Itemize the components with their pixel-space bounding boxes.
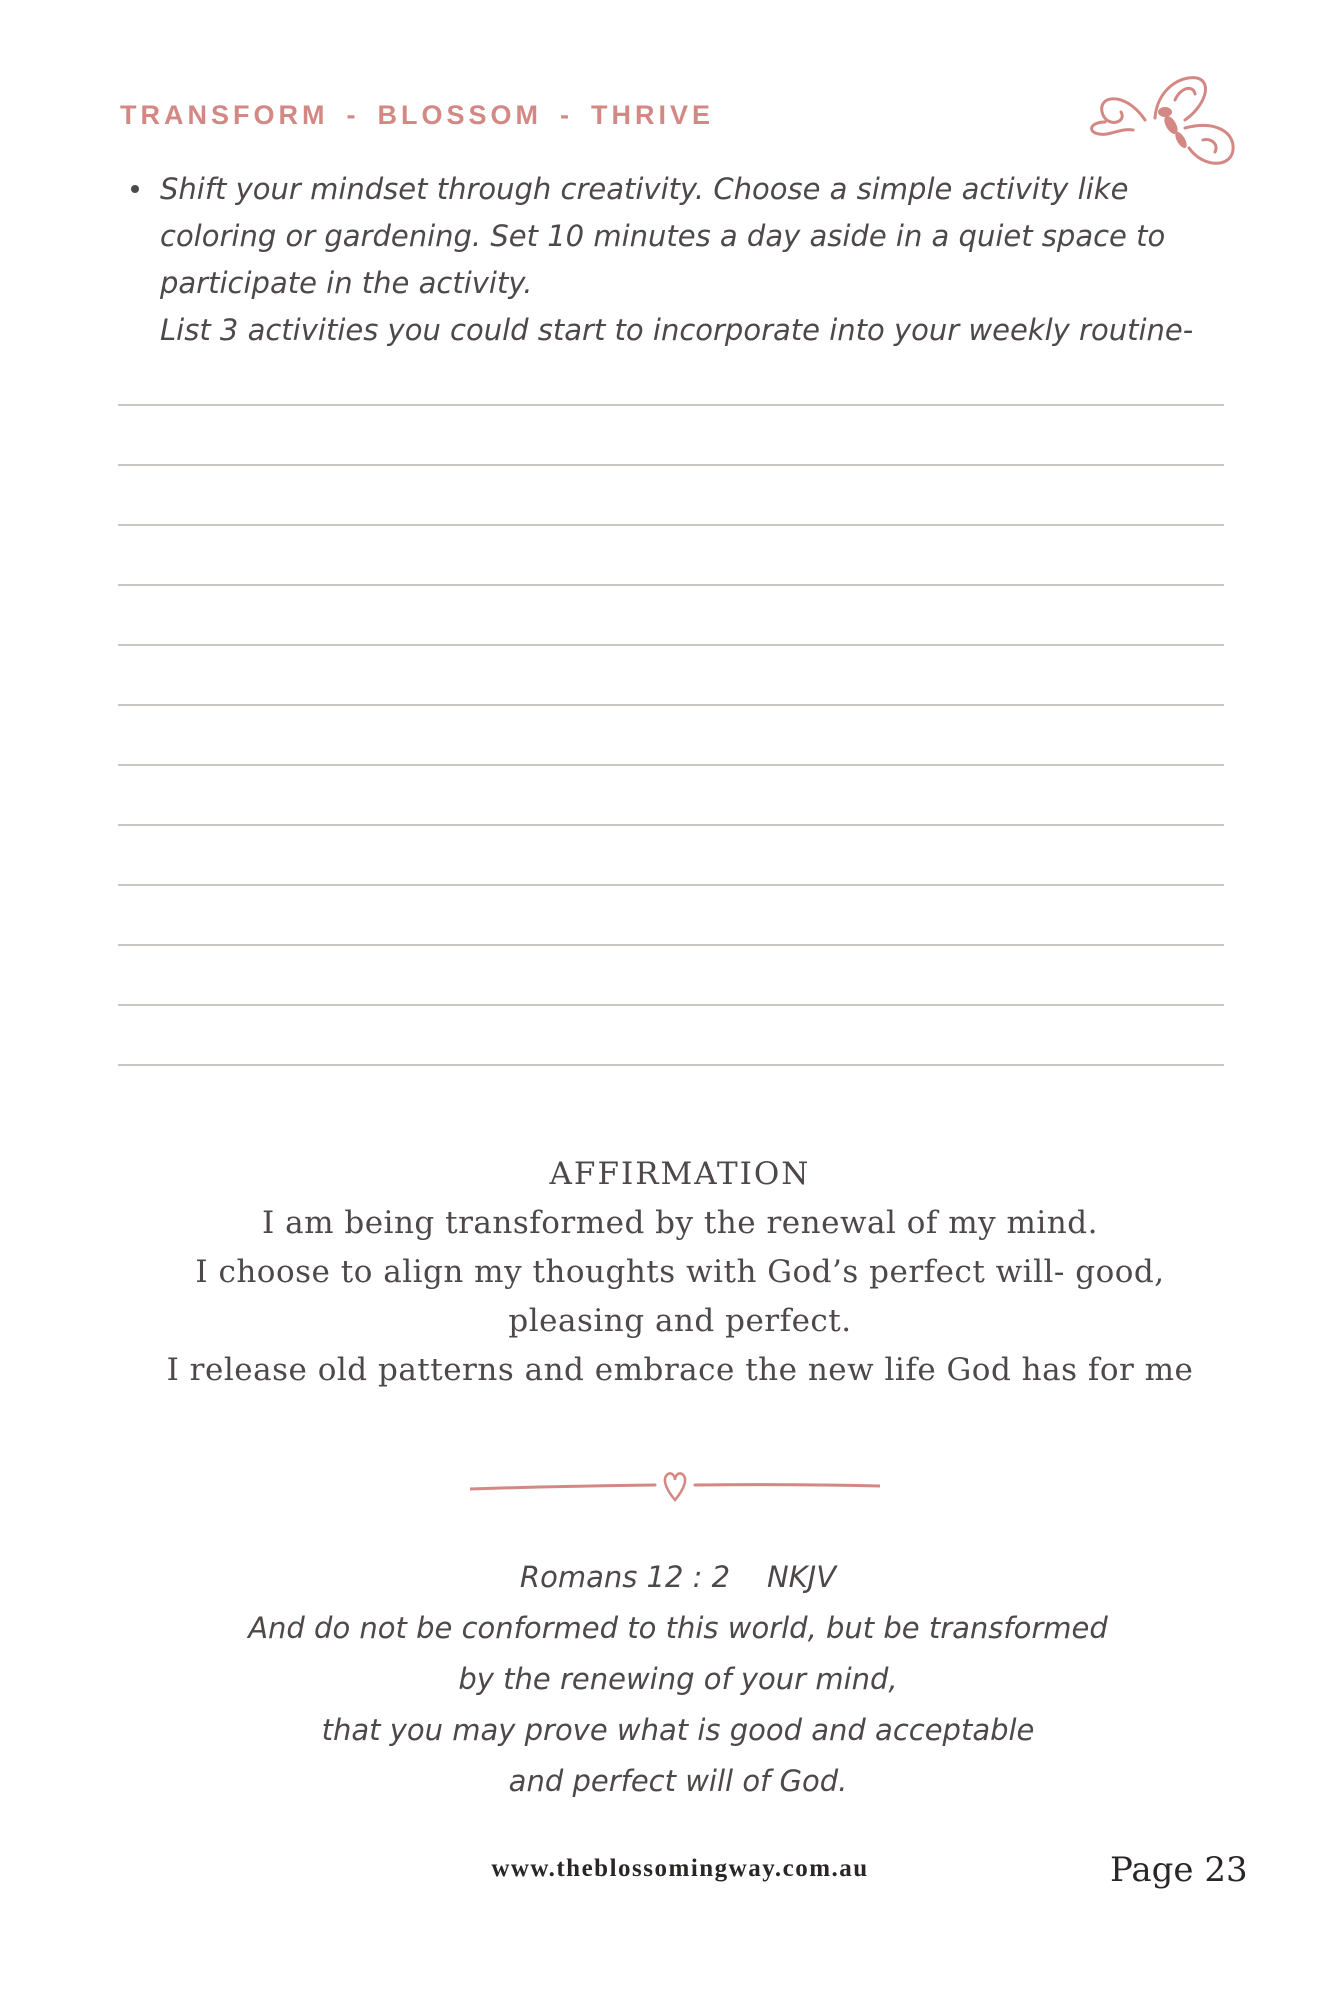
divider-line-right xyxy=(695,1485,880,1486)
prompt-line: Shift your mindset through creativity. Choose a simple activity like xyxy=(160,172,1129,206)
prompt-line: coloring or gardening. Set 10 minutes a day aside in a quiet space to xyxy=(160,219,1166,253)
writing-line[interactable] xyxy=(118,764,1224,766)
tagline-transform: TRANSFORM xyxy=(120,100,329,130)
writing-line[interactable] xyxy=(118,404,1224,406)
tagline-blossom: BLOSSOM xyxy=(377,100,542,130)
journal-prompt xyxy=(160,166,1240,354)
heart-divider xyxy=(470,1460,880,1510)
prompt-line: participate in the activity. xyxy=(160,266,533,300)
affirmation-section xyxy=(100,1150,1260,1395)
prompt-question: List 3 activities you could start to incorporate into your weekly routine- xyxy=(160,313,1194,347)
tagline-thrive: THRIVE xyxy=(591,100,715,130)
heart-icon xyxy=(665,1473,685,1500)
writing-line[interactable] xyxy=(118,524,1224,526)
writing-line[interactable] xyxy=(118,824,1224,826)
writing-line[interactable] xyxy=(118,584,1224,586)
tagline-separator: - xyxy=(560,100,573,130)
writing-line[interactable] xyxy=(118,1064,1224,1066)
affirmation-title: AFFIRMATION xyxy=(549,1156,811,1192)
scripture-section xyxy=(120,1552,1236,1807)
bullet-marker xyxy=(131,185,139,193)
writing-line[interactable] xyxy=(118,644,1224,646)
scripture-reference: Romans 12 : 2 NKJV xyxy=(519,1560,837,1594)
butterfly-icon xyxy=(1085,70,1240,175)
page-number: Page 23 xyxy=(1110,1850,1248,1890)
writing-line[interactable] xyxy=(118,1004,1224,1006)
header-tagline xyxy=(120,100,714,131)
writing-line[interactable] xyxy=(118,704,1224,706)
scripture-line: by the renewing of your mind, xyxy=(458,1662,898,1696)
writing-lines[interactable] xyxy=(118,404,1224,1124)
website-url[interactable]: www.theblossomingway.com.au xyxy=(491,1855,869,1882)
affirmation-line: I am being transformed by the renewal of my mind. xyxy=(262,1205,1098,1241)
writing-line[interactable] xyxy=(118,944,1224,946)
tagline-separator: - xyxy=(346,100,360,130)
affirmation-line: I release old patterns and embrace the new life God has for me xyxy=(166,1352,1194,1388)
affirmation-line: pleasing and perfect. xyxy=(508,1303,852,1339)
divider-line-left xyxy=(470,1485,655,1489)
writing-line[interactable] xyxy=(118,884,1224,886)
writing-line[interactable] xyxy=(118,464,1224,466)
scripture-line: and perfect will of God. xyxy=(508,1764,848,1798)
scripture-line: that you may prove what is good and acceptable xyxy=(321,1713,1035,1747)
affirmation-line: I choose to align my thoughts with God’s perfect will- good, xyxy=(195,1254,1165,1290)
scripture-line: And do not be conformed to this world, but be transformed xyxy=(248,1611,1108,1645)
